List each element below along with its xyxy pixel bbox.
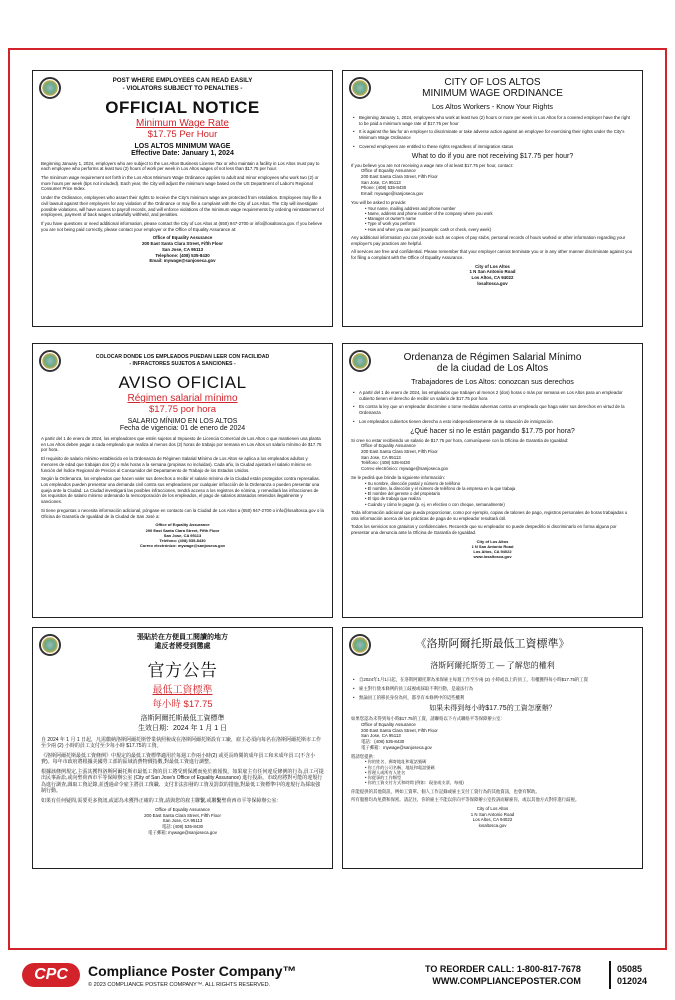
contact-line: 電話：(408) 535-8430: [361, 739, 405, 745]
additional-info: [343, 789, 642, 803]
office-address: [33, 807, 332, 836]
contact-line: 200 East Santa Clara Street, Fifth Floor: [361, 727, 438, 733]
city-seal-icon: [39, 77, 61, 99]
paragraph: Toda información adicional que pueda proporcionar, como por ejemplo, copias de talones de pago, registros personales de horas trabajadas u otra información acerca de las prácticas de paga de su empleador resultará útil.: [351, 509, 628, 521]
ordinance-subtitle: 洛斯阿爾托斯勞工 — 了解您的權利: [430, 661, 555, 671]
paragraph: Si tiene preguntas o necesita información adicional, póngase en contacto con la Ciudad de Los Altos a (650) 947-2700 o info@losaltosca.gov o la Oficina de Garantía de Igualdad de la Ciudad de San José a:: [41, 507, 324, 519]
additional-info: [343, 235, 642, 261]
list-item: • Type of work you perform: [365, 221, 642, 226]
address-line: Los Altos, CA 94022: [471, 275, 514, 281]
paragraph: 所有服務均為免費和保密。請記住，你的雇主不能以你向平等保障辦公室投訴而解雇你，或以其他方式對你進行歧視。: [351, 797, 580, 803]
address-line: 1 N San Antonio Road: [471, 543, 514, 549]
address-line: 200 East Santa Clara Street, Fifth Floor: [144, 812, 221, 818]
address-line: losaltosca.gov: [477, 280, 508, 286]
address-line: City of Los Altos: [476, 538, 509, 544]
list-item: • 無論員工的移民身份為何，都享有本條例中的這些權利: [353, 695, 632, 701]
paragraph: 你能提供的其他資訊，例如工資單、個人工作記錄或雇主支付工資行為的其他資訊，也會有幫助。: [351, 788, 540, 794]
contact-line: San Jose, CA 95113: [361, 733, 401, 739]
list-item: • Beginning January 1, 2024, employees who work at least two (2) hours or more per week in Los Altos for a covered employer have the right to be paid a minimum wage rate of $17.75 per hour: [353, 115, 632, 126]
ordinance-title: Ordenanza de Régimen Salarial Mínimo: [403, 352, 582, 363]
paragraph: The minimum wage requirement set forth in the Los Altos Minimum Wage Ordinance applies to adult and minor employees who work two (2) or more hours per week (tips not included). Each year, the City will adjust the minimum wage based on the US Department of Labor's Regional Consumer Price Index.: [41, 174, 319, 192]
office-address: [33, 235, 332, 264]
contact-line: Office of Equality Assurance: [361, 721, 416, 727]
contact-line: 電子郵箱：mywage@sanjoseca.gov: [361, 744, 432, 750]
poster-code: 05085: [617, 964, 643, 974]
address-line: Office of Equality Assurance: [152, 235, 213, 241]
spanish-ordinance: [342, 343, 643, 618]
ordinance-subtitle: Los Altos Workers - Know Your Rights: [432, 102, 553, 111]
address-line: Telephone: (408) 535-8430: [155, 252, 210, 258]
list-item: • El nombre del gerente o del propietario: [365, 491, 642, 496]
address-line: Correo electrónico: mywage@sanjoseca.gov: [139, 543, 226, 549]
list-item: • 你的姓名、郵寄地址和電話號碼: [365, 759, 642, 764]
city-seal-icon: [39, 350, 61, 372]
city-seal-icon: [39, 634, 61, 656]
additional-info: [343, 510, 642, 536]
notice-subtitle: 最低工資標準: [152, 684, 213, 696]
notice-title: AVISO OFICIAL: [118, 373, 247, 392]
address-line: 電子郵箱: mywage@sanjoseca.gov: [148, 829, 217, 835]
violators-header: - VIOLATORS SUBJECT TO PENALTIES -: [122, 84, 243, 92]
poster-footer: [0, 955, 675, 1000]
provide-list: [343, 759, 642, 785]
city-address: [343, 539, 642, 560]
list-item: • 雇主對行使本條例的員工歧視或採取不利行動，是違法行為: [353, 686, 632, 692]
contact-line: Teléfono: (408) 535-8430: [361, 460, 411, 466]
contact-section: [343, 163, 642, 206]
address-line: Office of Equality Assurance: [155, 522, 210, 528]
question-heading: ¿Qué hacer si no le están pagando $17.75 por hora?: [410, 427, 575, 435]
address-line: 1 N San Antonio Road: [470, 811, 515, 817]
reorder-phone: TO REORDER CALL: 1-800-817-7678: [425, 964, 581, 974]
list-item: • 你工作的公司名稱、地址和電話號碼: [365, 765, 642, 770]
list-item: • 管理人或所有人姓名: [365, 770, 642, 775]
list-item: • A partir del 1 de enero de 2024, los empleados que trabajen al menos 2 (dos) horas o más por semana en Los Altos para un empleador cubierto tienen el derecho de recibir un salario de $17.75 por hora: [353, 390, 632, 401]
notice-subtitle: Régimen salarial mínimo: [127, 393, 238, 404]
notice-title: 官方公告: [147, 660, 218, 680]
list-item: • It is against the law for an employer to discriminate or take adverse action against an employee for exercising their rights under the City's Minimum Wage Ordinance: [353, 129, 632, 140]
city-seal-icon: [349, 350, 371, 372]
paragraph: Any additional information you can provide such as copies of pay stubs, personal records of hours worked or other information regarding your employer's pay practices are helpful.: [351, 234, 626, 246]
rights-list: [343, 115, 642, 150]
address-line: 200 East Santa Clara Street, Fifth Floor: [141, 241, 223, 247]
address-line: San Jose, CA 95113: [162, 818, 203, 824]
list-item: • El nombre, la dirección y el número de teléfono de la empresa en la que trabaja: [365, 486, 642, 491]
paragraph: Beginning January 1, 2024, employers who are subject to the Los Altos Business License Tax or who maintain a facility in Los Altos must pay to each employee who performs at least two (2) hours of work per week in Los Altos wages of not less than $17.75 per hour.: [41, 160, 320, 172]
chinese-ordinance: [342, 627, 643, 869]
address-line: San Jose, CA 95113: [163, 532, 202, 538]
list-item: • Covered employees are entitled to these rights regardless of immigration status: [353, 144, 632, 150]
paragraph: Under the Ordinance, employees who assert their rights to receive the City's minimum wage are protected from retaliation. Employees may file a civil lawsuit against their employers for any violation of the Ordinance or may file a complaint with the City of Los Altos. The City will investigate possible violations, will have access to payroll records, and will enforce violations of the minimum wage requirements by ordering reinstatement of employees, payment of back wages unlawfully withheld, and penalties.: [41, 195, 324, 218]
contact-line: 200 East Santa Clara Street, Fifth Floor: [361, 449, 438, 455]
address-line: City of Los Altos: [475, 263, 510, 269]
office-address: [33, 522, 332, 548]
contact-intro: 如果您認為未得到每小時$17.75的工資，請聯絡以下方式聯絡平等保障辦公室：: [351, 716, 505, 722]
violators-header: 違反者將受到懲處: [154, 642, 211, 650]
effective-date: 生效日期：2024 年 1 月 1 日: [137, 724, 228, 732]
notice-body: [33, 737, 332, 805]
effective-date: Effective Date: January 1, 2024: [131, 149, 234, 157]
address-line: San Jose, CA 95113: [161, 246, 204, 252]
paragraph: 如果有任何疑問,需要更多資訊,或認為未獲得正確的工資,請與您的雇主聯繫,或聯繫聖荷西市平等保障辦公室:: [41, 797, 278, 804]
paragraph: 《洛斯阿爾托斯最低工資條例》中規定的最低工資標準適用於每週工作兩小時(2) 或更長時間的成年員工和未成年員工(不含小費)。每年市政府將根據美國勞工部的區域消費物價指數,對最低工資進行調整。: [41, 752, 316, 765]
ordinance-subtitle: Trabajadores de Los Altos: conozcan sus derechos: [411, 377, 574, 386]
address-line: Teléfono: (408) 535-8430: [159, 537, 206, 543]
wage-amount: 每小時 $17.75: [152, 698, 213, 710]
wage-amount: $17.75 Per Hour: [147, 128, 218, 140]
contact-intro: Si cree no estar recibiendo un salario de $17.75 por hora, comuníquese con la Oficina de Garantía de Igualdad:: [351, 437, 569, 443]
contact-line: Email: mywage@sanjoseca.gov: [361, 191, 424, 197]
paragraph: Según la Ordenanza, los empleados que hacen valer sus derechos a recibir el salario mínimo de la Ciudad están protegidos contra represalias. Los empleados pueden presentar una demanda civil contra sus empleadores por cualquier infracción de la Ordenanza o pueden presentar una queja ante la Ciudad. La Ciudad investigará las posibles infracciones, tendrá acceso a los registros de nómina, y remediará las infracciones de los requisitos de salario mínimo ordenando la reincorporación de los empleados, el pago de salarios atrasados retenidos ilegalmente y sanciones.: [41, 476, 320, 505]
address-line: City of Los Altos: [476, 805, 509, 811]
provide-list: [343, 206, 642, 232]
list-item: • 你從事的工作類型: [365, 775, 642, 780]
list-item: • Es contra la ley que un empleador discrimine o tome medidas adversas contra un empleado que haga valer sus derechos en virtud de la Ordenanza: [353, 404, 632, 415]
english-ordinance: [342, 70, 643, 327]
brand-name: Compliance Poster Company™: [88, 963, 297, 979]
list-item: • 你的工資支付方式和時間 (例如：現金或支票，每週): [365, 780, 642, 785]
city-wage-line: LOS ALTOS MINIMUM WAGE: [134, 142, 231, 150]
list-item: • Su nombre, dirección postal y número de teléfono: [365, 481, 642, 486]
posting-header: COLOCAR DONDE LOS EMPLEADOS PUEDAN LEER CON FACILIDAD: [95, 354, 270, 360]
notice-title: OFFICIAL NOTICE: [105, 97, 260, 117]
rights-list: [343, 390, 642, 425]
city-address: [343, 264, 642, 287]
city-seal-icon: [349, 634, 371, 656]
notice-body: [33, 161, 332, 233]
question-heading: What to do if you are not receiving $17.75 per hour?: [411, 152, 574, 160]
violators-header: - INFRACTORES SUJETOS A SANCIONES -: [129, 360, 236, 367]
paragraph: 自 2024 年 1 月 1 日起，凡需繳納洛斯阿爾托斯營業執照稅或在洛斯阿爾托斯設有工廠，雇主必須向每名在洛斯阿爾托斯市工作至少兩 (2) 小時的員工支付至少每小時 $17.75的工資。: [41, 736, 322, 749]
revision-code: 012024: [617, 975, 648, 986]
chinese-official-notice: [32, 627, 333, 869]
provide-label: Se le pedirá que brinde la siguiente información:: [351, 474, 445, 480]
contact-line: Phone: (408) 535-8430: [361, 185, 407, 191]
english-official-notice: [32, 70, 333, 327]
ordinance-title: CITY OF LOS ALTOS: [444, 77, 541, 88]
list-item: • Name, address and phone number of the company where you work: [365, 211, 642, 216]
contact-section: [343, 438, 642, 481]
reorder-info: [425, 964, 581, 987]
paragraph: Todos los servicios son gratuitos y confidenciales. Recuerde que su empleador no puede despedirlo ni discriminarlo en forma alguna por presentar una denuncia ante la Oficina de Garantía de Igualdad.: [351, 524, 617, 536]
paragraph: 根據該條例規定,主張其獲得洛斯阿爾托斯市最低工資的員工將受到保護而免於被報復。如果雇主有任何違反條例的行為,員工可提出民事訴訟,或向聖荷西市平等保障辦公室 (City of San Jose's Office of Equality Assurance) 進行投訴。市政府將對可能的違規行為進行調查,調取工資記錄,並透過命令雇主將員工復職、支付非法扣發的工資及罰款的措施,對最低工資標準中的違規行為採取強制行動。: [41, 768, 324, 794]
contact-section: [343, 716, 642, 759]
address-line: losaltosca.gov: [478, 823, 507, 829]
wage-amount: $17.75 por hora: [148, 404, 217, 415]
ordinance-title-2: MINIMUM WAGE ORDINANCE: [422, 88, 563, 99]
cpc-logo: CPC: [22, 963, 80, 987]
list-item: • How and when you are paid (example: cash or check, every week): [365, 227, 642, 232]
rights-list: [343, 677, 642, 700]
contact-line: Correo electrónico: mywage@sanjoseca.gov: [361, 466, 449, 472]
list-item: • Manager or owner's name: [365, 216, 642, 221]
address-line: 1 N San Antonio Road: [469, 269, 516, 275]
city-address: [343, 806, 642, 829]
spanish-official-notice: [32, 343, 333, 618]
question-heading: 如果未得到每小時$17.75的工資怎麼辦？: [429, 705, 556, 713]
contact-line: Office of Equality Assurance: [361, 443, 416, 449]
paragraph: If you have questions or need additional information, please contact the City of Los Altos at (650) 947-2700 or info@losaltosca.gov. If you believe you are not being paid correctly, please contact your employer or the Office of Equality Assurance at:: [41, 220, 323, 232]
provide-label: You will be asked to provide:: [351, 199, 407, 205]
city-wage-line: 洛斯阿爾托斯最低工資標準: [140, 714, 225, 722]
provide-label: 將請您提供：: [351, 753, 378, 759]
address-line: 電話: (408) 535-8430: [161, 824, 204, 830]
address-line: Los Altos, CA 94022: [472, 817, 513, 823]
ordinance-title-2: de la ciudad de Los Altos: [436, 363, 549, 374]
effective-date: Fecha de vigencia: 01 de enero de 2024: [119, 425, 246, 432]
paragraph: All services are free and confidential. Please remember that your employer cannot terminate you or in any other manner discriminate against you for filing a complaint with the Office of Equality Assurance.: [351, 249, 633, 261]
list-item: • Cuándo y cómo le pagan (p. ej. en efectivo o con cheque, semanalmente): [365, 502, 642, 507]
list-item: • Your name, mailing address and phone number: [365, 206, 642, 211]
notice-subtitle: Minimum Wage Rate: [136, 117, 229, 129]
paragraph: A partir del 1 de enero de 2024, los empleadores que estén sujetos al Impuesto de Licencia Comercial de Los Altos o que mantienen una planta en Los Altos deben pagar a cada empleado que realiza al menos dos (2) horas de trabajo por semana en Los Altos un salario mínimo de $17.75 por hora.: [41, 436, 322, 453]
copyright-text: © 2023 COMPLIANCE POSTER COMPANY™. ALL RIGHTS RESERVED.: [88, 982, 271, 988]
contact-line: 200 East Santa Clara Street, Fifth Floor: [361, 174, 438, 180]
list-item: • El tipo de trabajo que realiza: [365, 496, 642, 501]
poster-codes: [617, 964, 647, 987]
provide-list: [343, 481, 642, 507]
posting-header: POST WHERE EMPLOYEES CAN READ EASILY: [112, 77, 253, 84]
address-line: Los Altos, CA 94022: [473, 549, 512, 555]
contact-line: San Jose, CA 95113: [361, 179, 401, 185]
ordinance-title: 《洛斯阿爾托斯最低工資標準》: [415, 638, 570, 650]
list-item: • Los empleados cubiertos tienen derecho a esto independientemente de su situación de inmigración: [353, 419, 632, 425]
address-line: Office of Equality Assurance: [155, 807, 210, 812]
notice-body: [33, 436, 332, 519]
posting-header: 張貼於在方便員工閱讀的地方: [137, 634, 228, 641]
footer-divider: [609, 961, 611, 989]
contact-line: San Jose, CA 95113: [361, 454, 401, 460]
contact-line: Office of Equality Assurance: [361, 168, 416, 174]
address-line: 200 East Santa Clara Street, Fifth Floor: [145, 527, 220, 533]
city-wage-line: SALARIO MÍNIMO EN LOS ALTOS: [127, 418, 238, 425]
list-item: • 自2024年1月1日起，在洛斯阿爾托斯為承保雇主每週工作至少兩 (2) 小時或以上的員工，有權獲得每小時$17.75的工資: [353, 677, 632, 683]
website-link[interactable]: WWW.COMPLIANCEPOSTER.COM: [432, 975, 581, 986]
contact-intro: If you believe you are not receiving a wage rate of at least $17.75 per hour, contact:: [351, 162, 514, 168]
address-line: www.losaltosca.gov: [473, 554, 512, 560]
paragraph: El requisito de salario mínimo establecido en la Ordenanza de Régimen Salarial Mínimo de Los Altos se aplica a los empleados adultos y menores de edad que trabajan dos (2) o más horas a la semana (propinas no incluidas). Cada año, la Ciudad ajustará el salario mínimo en función del Índice Regional de Precios al Consumidor del Departamento de Trabajo de los Estados Unidos.: [41, 456, 312, 473]
city-seal-icon: [349, 77, 371, 99]
address-line: Email: mywage@sanjoseca.gov: [149, 258, 216, 264]
